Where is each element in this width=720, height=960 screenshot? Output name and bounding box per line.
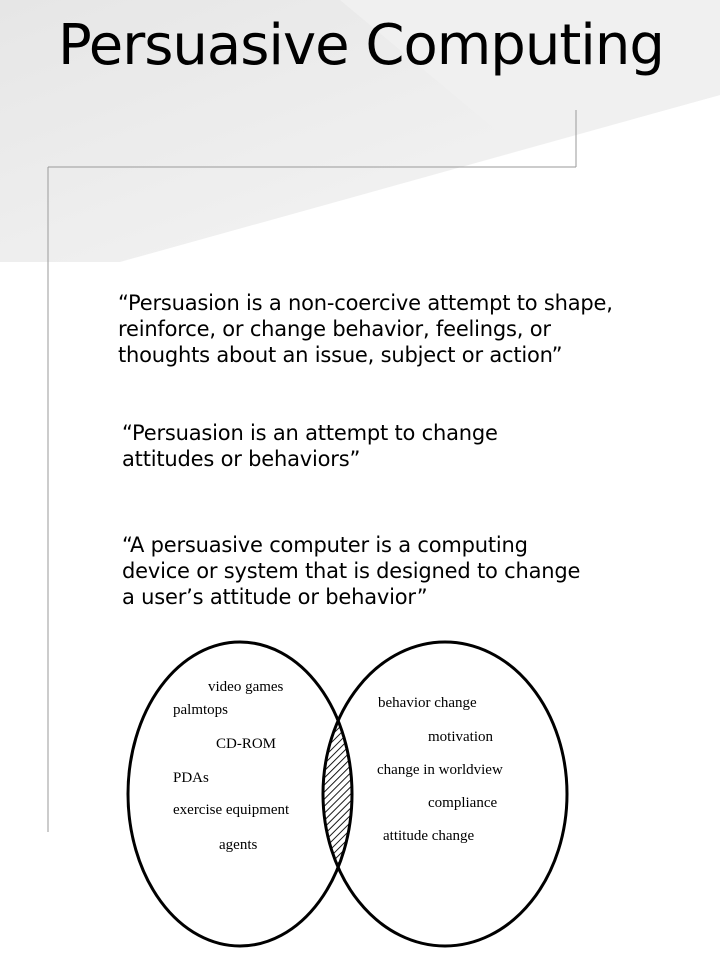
venn-left-item: CD-ROM	[216, 736, 277, 752]
definition-quote-2: “Persuasion is an attempt to change attitudes or behaviors”	[122, 421, 498, 471]
venn-right-item: motivation	[428, 729, 493, 745]
slide-title: Persuasive Computing	[58, 13, 664, 78]
venn-shapes	[120, 628, 590, 950]
venn-left-item: video games	[208, 679, 284, 695]
venn-right-item: behavior change	[378, 695, 477, 711]
definition-quote-3: “A persuasive computer is a computing device or system that is designed to change a user’s attitude or behavior”	[122, 533, 581, 609]
venn-left-item: exercise equipment	[173, 802, 290, 818]
venn-right-item: attitude change	[383, 828, 475, 844]
venn-right-item: change in worldview	[377, 762, 503, 778]
venn-right-item: compliance	[428, 795, 498, 811]
venn-left-item: palmtops	[173, 702, 228, 718]
venn-left-item: PDAs	[173, 770, 209, 786]
venn-diagram	[120, 628, 590, 950]
venn-left-item: agents	[219, 837, 258, 853]
definition-quote-1: “Persuasion is a non-coercive attempt to shape, reinforce, or change behavior, feelings, or thoughts about an issue, subject or action”	[118, 291, 613, 367]
